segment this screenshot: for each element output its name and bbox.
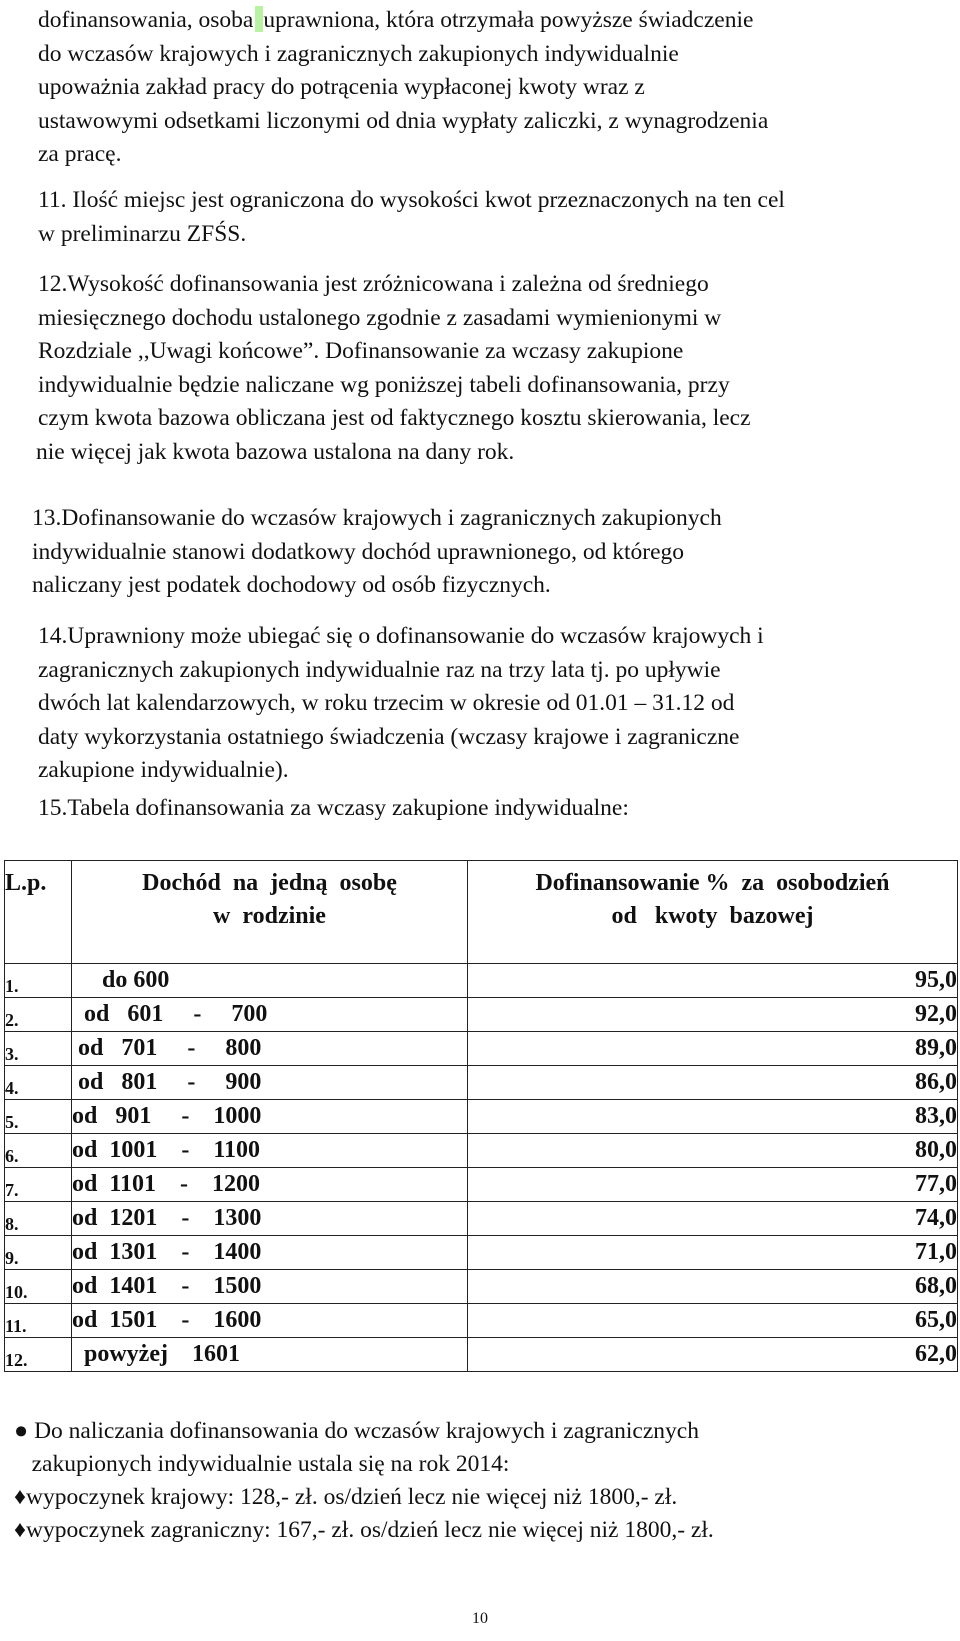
text-line bbox=[38, 7, 753, 33]
row-number: 2. bbox=[5, 998, 72, 1032]
table-row bbox=[5, 1270, 958, 1304]
header-income bbox=[72, 861, 468, 964]
header-percentage-line2: od kwoty bazowej bbox=[611, 903, 814, 929]
text-line: ustawowymi odsetkami liczonymi od dnia wypłaty zaliczki, z wynagrodzenia bbox=[38, 107, 769, 134]
subsidy-percentage: 80,0 bbox=[468, 1134, 958, 1168]
income-range: od 1401 - 1500 bbox=[72, 1270, 468, 1304]
header-income-line1: Dochód na jedną osobę bbox=[142, 870, 397, 896]
row-number: 10. bbox=[5, 1270, 72, 1304]
row-number: 6. bbox=[5, 1134, 72, 1168]
page-number: 10 bbox=[472, 1610, 488, 1627]
income-range: do 600 bbox=[72, 964, 468, 998]
subsidy-percentage: 62,0 bbox=[468, 1338, 958, 1372]
table-row bbox=[5, 998, 958, 1032]
text-line: dwóch lat kalendarzowych, w roku trzecim w okresie od 01.01 – 31.12 od bbox=[38, 690, 735, 716]
text-line: nie więcej jak kwota bazowa ustalona na dany rok. bbox=[36, 438, 515, 465]
income-range: od 1001 - 1100 bbox=[72, 1134, 468, 1168]
income-range: od 1101 - 1200 bbox=[72, 1168, 468, 1202]
income-range: od 1301 - 1400 bbox=[72, 1236, 468, 1270]
text-line: Rozdziale ,,Uwagi końcowe”. Dofinansowanie za wczasy zakupione bbox=[38, 338, 684, 364]
paragraph-12 bbox=[38, 268, 960, 469]
income-range: od 1501 - 1600 bbox=[72, 1304, 468, 1338]
row-number: 4. bbox=[5, 1066, 72, 1100]
foreign-rate-note: ♦wypoczynek zagraniczny: 167,- zł. os/dzień lecz nie więcej niż 1800,- zł. bbox=[14, 1517, 714, 1543]
text-line: zagranicznych zakupionych indywidualnie raz na trzy lata tj. po upływie bbox=[38, 656, 721, 683]
table-row bbox=[5, 964, 958, 998]
bullet-note-line: zakupionych indywidualnie ustala się na rok 2014: bbox=[14, 1451, 510, 1477]
income-range: od 601 - 700 bbox=[72, 998, 468, 1032]
text-line: czym kwota bazowa obliczana jest od faktycznego kosztu skierowania, lecz bbox=[38, 405, 751, 431]
text-line: indywidualnie będzie naliczane wg poniższej tabeli dofinansowania, przy bbox=[38, 371, 730, 398]
bullet-note-line: ● Do naliczania dofinansowania do wczasów krajowych i zagranicznych bbox=[14, 1418, 699, 1444]
paragraph-13 bbox=[32, 502, 960, 603]
subsidy-percentage: 95,0 bbox=[468, 964, 958, 998]
text-line: naliczany jest podatek dochodowy od osób fizycznych. bbox=[32, 572, 551, 598]
paragraph-14 bbox=[38, 620, 960, 788]
income-range: od 1201 - 1300 bbox=[72, 1202, 468, 1236]
subsidy-percentage: 89,0 bbox=[468, 1032, 958, 1066]
subsidy-percentage: 74,0 bbox=[468, 1202, 958, 1236]
text-fragment: uprawniona, która otrzymała powyższe świadczenie bbox=[263, 7, 754, 33]
subsidy-percentage: 77,0 bbox=[468, 1168, 958, 1202]
table-row bbox=[5, 1338, 958, 1372]
text-line: 13.Dofinansowanie do wczasów krajowych i zagranicznych zakupionych bbox=[32, 505, 722, 531]
row-number: 1. bbox=[5, 964, 72, 998]
text-line: w preliminarzu ZFŚS. bbox=[38, 220, 247, 247]
table-row bbox=[5, 1134, 958, 1168]
text-line: 14.Uprawniony może ubiegać się o dofinansowanie do wczasów krajowych i bbox=[38, 623, 764, 649]
income-range: powyżej 1601 bbox=[72, 1338, 468, 1372]
text-line: miesięcznego dochodu ustalonego zgodnie z zasadami wymienionymi w bbox=[38, 304, 722, 331]
header-lp: L.p. bbox=[5, 861, 72, 964]
income-range: od 701 - 800 bbox=[72, 1032, 468, 1066]
row-number: 7. bbox=[5, 1168, 72, 1202]
table-row bbox=[5, 1304, 958, 1338]
header-percentage-line1: Dofinansowanie % za osobodzień bbox=[535, 870, 890, 896]
row-number: 3. bbox=[5, 1032, 72, 1066]
table-row bbox=[5, 1066, 958, 1100]
text-line: 15.Tabela dofinansowania za wczasy zakupione indywidualne: bbox=[38, 795, 629, 821]
subsidy-table bbox=[4, 860, 958, 1372]
subsidy-percentage: 83,0 bbox=[468, 1100, 958, 1134]
subsidy-percentage: 65,0 bbox=[468, 1304, 958, 1338]
table-header-row bbox=[5, 861, 958, 964]
row-number: 11. bbox=[5, 1304, 72, 1338]
text-line: zakupione indywidualnie). bbox=[38, 757, 289, 783]
row-number: 5. bbox=[5, 1100, 72, 1134]
subsidy-percentage: 86,0 bbox=[468, 1066, 958, 1100]
paragraph-15 bbox=[38, 792, 960, 826]
table-body bbox=[5, 964, 958, 1372]
domestic-rate-note: ♦wypoczynek krajowy: 128,- zł. os/dzień lecz nie więcej niż 1800,- zł. bbox=[14, 1484, 678, 1510]
row-number: 9. bbox=[5, 1236, 72, 1270]
paragraph-10-continuation bbox=[38, 4, 960, 172]
table-row bbox=[5, 1032, 958, 1066]
header-percentage bbox=[468, 861, 958, 964]
text-line: do wczasów krajowych i zagranicznych zakupionych indywidualnie bbox=[38, 40, 679, 67]
subsidy-percentage: 68,0 bbox=[468, 1270, 958, 1304]
subsidy-percentage: 92,0 bbox=[468, 998, 958, 1032]
row-number: 8. bbox=[5, 1202, 72, 1236]
income-range: od 801 - 900 bbox=[72, 1066, 468, 1100]
table-row bbox=[5, 1100, 958, 1134]
text-line: upoważnia zakład pracy do potrącenia wypłaconej kwoty wraz z bbox=[38, 74, 645, 100]
paragraph-11 bbox=[38, 184, 960, 251]
text-line: indywidualnie stanowi dodatkowy dochód uprawnionego, od którego bbox=[32, 538, 685, 565]
row-number: 12. bbox=[5, 1338, 72, 1372]
table-row bbox=[5, 1202, 958, 1236]
notes-section bbox=[14, 1415, 954, 1547]
header-income-line2: w rodzinie bbox=[213, 903, 326, 929]
text-line: 11. Ilość miejsc jest ograniczona do wysokości kwot przeznaczonych na ten cel bbox=[38, 187, 785, 213]
income-range: od 901 - 1000 bbox=[72, 1100, 468, 1134]
text-line: 12.Wysokość dofinansowania jest zróżnicowana i zależna od średniego bbox=[38, 271, 709, 297]
text-fragment: dofinansowania, osoba bbox=[38, 7, 254, 33]
text-line: za pracę. bbox=[38, 141, 122, 167]
text-line: daty wykorzystania ostatniego świadczenia (wczasy krajowe i zagraniczne bbox=[38, 723, 740, 750]
table-row bbox=[5, 1168, 958, 1202]
subsidy-percentage: 71,0 bbox=[468, 1236, 958, 1270]
table-row bbox=[5, 1236, 958, 1270]
